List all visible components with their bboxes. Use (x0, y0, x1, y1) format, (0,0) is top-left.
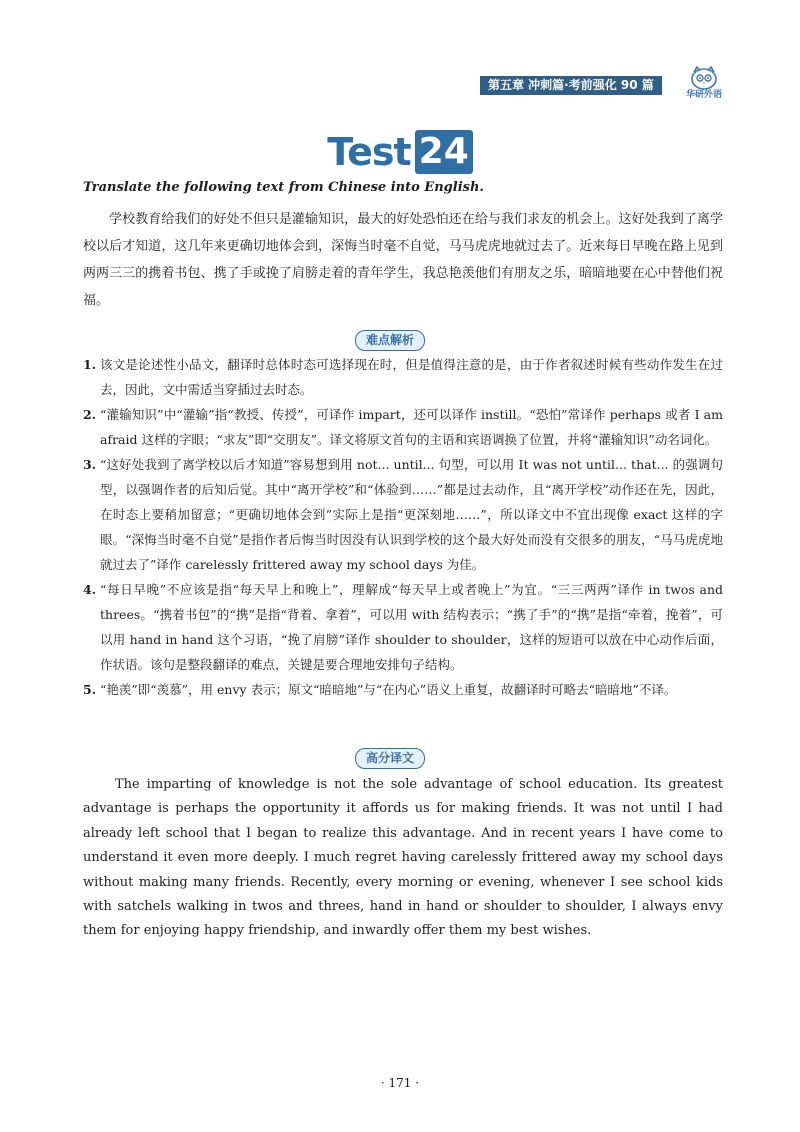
owl-logo-icon (689, 64, 719, 90)
note-number: 1. (83, 357, 97, 372)
note-number: 5. (83, 682, 97, 697)
source-text: 学校教育给我们的好处不但只是灌输知识，最大的好处恐怕还在给与我们求友的机会上。这好处我到了离学校以后才知道，这几年来更确切地体会到，深悔当时毫不自觉，马马虎虎地就过去了。近来每日早晚在路上见到两两三三的携着书包、携了手或挽了肩膀走着的青年学生，我总艳羡他们有朋友之乐，暗暗地要在心中替他们祝福。 (83, 212, 723, 308)
publisher-logo (680, 64, 728, 104)
translation-text: The imparting of knowledge is not the sole advantage of school education. Its greatest advantage is perhaps the opportunity it affords us for making friends. It was not until I had already left school that I began to realize this advantage. And in recent years I have come to understand it even more deeply. I much regret having carelessly frittered away my school days without making many friends. Recently, every morning or evening, whenever I see school kids with satchels walking in twos and threes, hand in hand or shoulder to shoulder, I always envy them for enjoying happy friendship, and inwardly offer them my best wishes. (83, 777, 723, 939)
title-word: Test (327, 130, 411, 174)
difficulty-notes (83, 352, 723, 702)
note-item (83, 677, 723, 702)
note-text: “每日早晚”不应该是指“每天早上和晚上”，理解成“每天早上或者晚上”为宜。“三三两两”译作 in twos and threes。“携着书包”的“携”是指“背着、拿着”，可以用 with 结构表示；“携了手”的“携”是指“牵着，挽着”，可以用 hand in hand 这个习语，“挽了肩膀”译作 shoulder to shoulder，这样的短语可以放在中心动作后面，作状语。该句是整段翻译的难点，关键是要合理地安排句子结构。 (100, 582, 723, 672)
difficulty-analysis-heading: 难点解析 (355, 330, 425, 351)
note-text: 该文是论述性小品文，翻译时总体时态可选择现在时，但是值得注意的是，由于作者叙述时候有些动作发生在过去，因此，文中需适当穿插过去时态。 (100, 357, 723, 397)
note-number: 2. (83, 407, 97, 422)
note-item (83, 577, 723, 677)
logo-text: 华研外语 (685, 90, 722, 100)
translation-heading: 高分译文 (355, 748, 425, 769)
note-item (83, 452, 723, 577)
note-text: “艳羡”即“羡慕”，用 envy 表示；原文“暗暗地”与“在内心”语义上重复，故翻译时可略去“暗暗地”不译。 (100, 682, 677, 697)
page-number: · 171 · (380, 1076, 420, 1090)
title-number: 24 (415, 130, 473, 174)
note-item (83, 352, 723, 402)
chapter-tag: 第五章 冲刺篇·考前强化 90 篇 (480, 76, 662, 95)
instruction: Translate the following text from Chinese into English. (83, 180, 484, 195)
note-number: 3. (83, 457, 97, 472)
note-item (83, 402, 723, 452)
note-text: “灌输知识”中“灌输”指“教授、传授”，可译作 impart，还可以译作 instill。“恐怕”常译作 perhaps 或者 I am afraid 这样的字眼；“求友”即“交朋友”。译文将原文首句的主语和宾语调换了位置，并将“灌输知识”动名词化。 (100, 407, 723, 447)
page-title (0, 130, 800, 174)
note-number: 4. (83, 582, 97, 597)
note-text: “这好处我到了离学校以后才知道”容易想到用 not... until... 句型，可以用 It was not until... that... 的强调句型，以强调作者的后知后觉。其中“离开学校”和“体验到……”都是过去动作，且“离开学校”动作还在先，因此，在时态上要稍加留意；“更确切地体会到”实际上是指“更深刻地……”，所以译文中不宜出现像 exact 这样的字眼。“深悔当时毫不自觉”是指作者后悔当时因没有认识到学校的这个最大好处而没有交很多的朋友，“马马虎虎地就过去了”译作 carelessly frittered away my school days 为佳。 (100, 457, 723, 572)
